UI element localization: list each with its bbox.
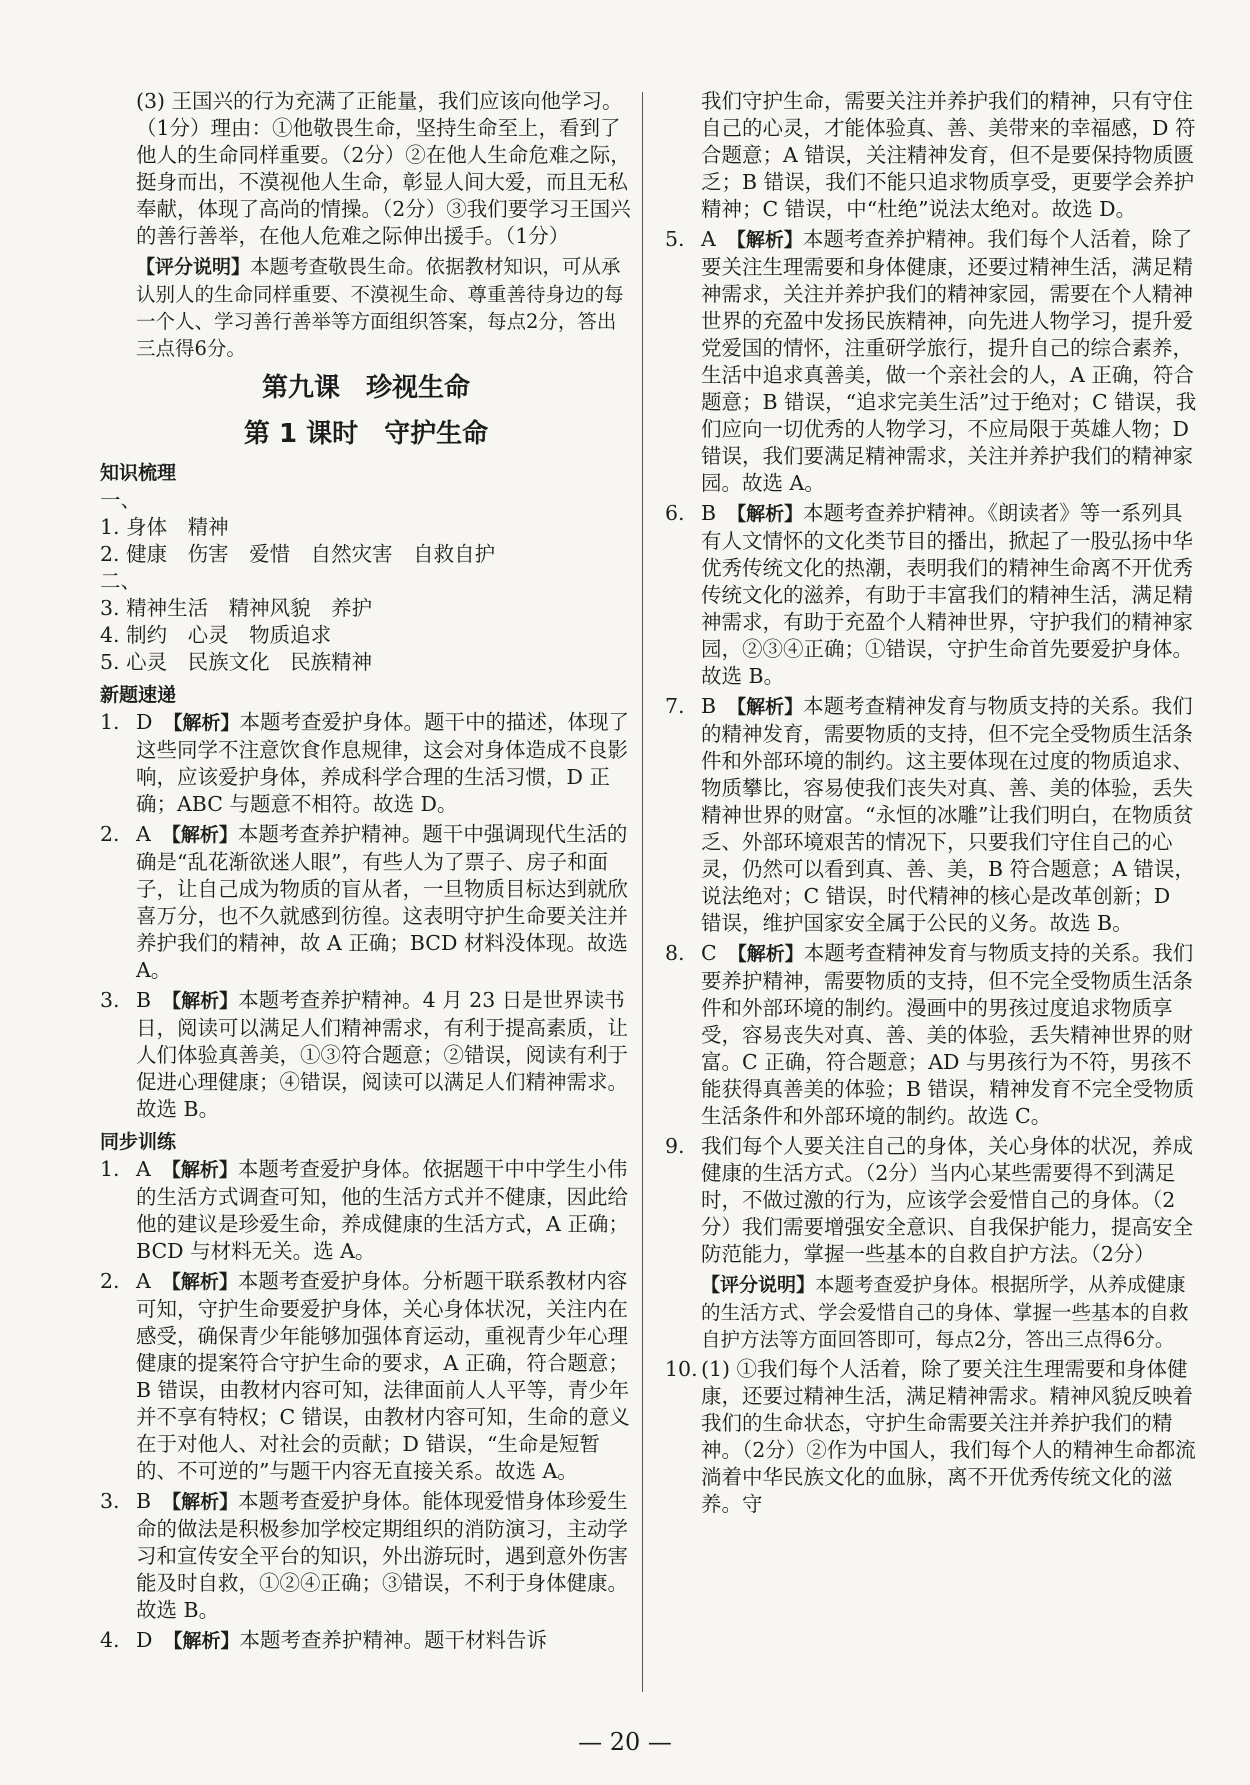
item-answer: B [701,501,717,525]
section-heading: 同步训练 [100,1131,177,1153]
right-column [665,88,1197,1521]
continued-text: 我们守护生命，需要关注并养护我们的精神，只有守住自己的心灵，才能体验真、善、美带来的幸福感，D 符合题意；A 错误，关注精神发育，但不是要保持物质匮乏；B 错误，我们不能只追求物质享受，更要学会养护精神；C 错误，中“杜绝”说法太绝对。故选 D。 [701,89,1196,221]
item-number: 7. [665,694,685,718]
item-number: 2. [100,1269,120,1293]
scoring-note [665,1271,1197,1353]
item-text: 本题考查爱护身体。依据题干中中学生小伟的生活方式调查可知，他的生活方式并不健康，因此给他的建议是珍爱生命，养成健康的生活方式，A 正确；BCD 与材料无关。选 A。 [136,1157,629,1263]
item-answer: D [136,1628,153,1652]
answer-item [665,693,1197,937]
answer-item [665,226,1197,497]
item-number: 6. [665,501,685,525]
item-number: 10. [665,1357,698,1381]
note-label: 【评分说明】 [136,256,251,278]
item-number: 5. [665,227,685,251]
answer-item [665,940,1197,1130]
item-answer: A [136,1157,151,1181]
knowledge-line: 3. 精神生活 精神风貌 养护 [100,596,373,620]
item-text: 本题考查养护精神。题干材料告诉 [239,1628,547,1652]
item-number: 9. [665,1134,685,1158]
item-text: 本题考查爱护身体。题干中的描述，体现了这些同学不注意饮食作息规律，这会对身体造成不良影响，应该爱护身体，养成科学合理的生活习惯，D 正确；ABC 与题意不相符。故选 D。 [136,710,629,816]
answer-item [665,1133,1197,1268]
answer-item [100,821,632,984]
section-heading: 知识梳理 [100,462,177,484]
item-answer: A [701,227,716,251]
item-text: 我们每个人要关注自己的身体，关心身体的状况，养成健康的生活方式。（2分）当内心某些需要得不到满足时，不做过激的行为，应该学会爱惜自己的身体。（2分）我们需要增强安全意识、自我保护能力，提高安全防范能力，掌握一些基本的自救自护方法。（2分） [701,1134,1193,1266]
item-number: 3. [100,988,120,1012]
item-number: 8. [665,941,685,965]
analysis-tag: 【解析】 [736,503,804,525]
analysis-tag: 【解析】 [736,696,804,718]
column-divider [642,92,643,1692]
left-column [100,88,632,1658]
scoring-note [100,253,632,362]
answer-item [665,1356,1197,1518]
item-number: 3. [100,1489,120,1513]
item-number: 1. [100,710,120,734]
knowledge-line: 5. 心灵 民族文化 民族精神 [100,650,373,674]
item-answer: B [136,988,152,1012]
note-label: 【评分说明】 [701,1274,816,1296]
knowledge-line: 一、 [100,488,141,512]
section-heading: 新题速递 [100,684,177,706]
analysis-tag: 【解析】 [737,943,804,965]
page-number: — 20 — [578,1728,672,1756]
answer-item [665,500,1197,690]
item-text: 本题考查精神发育与物质支持的关系。我们要养护精神，需要物质的支持，但不完全受物质生活条件和外部环境的制约。漫画中的男孩过度追求物质享受，容易丧失对真、善、美的体验，丢失精神世界的财富。C 正确，符合题意；AD 与男孩行为不符，男孩不能获得真善美的体验；B 错误，精神发育不完全受物质生活条件和外部环境的制约。故选 C。 [701,941,1195,1128]
item-text: 本题考查养护精神。题干中强调现代生活的确是“乱花渐欲迷人眼”，有些人为了票子、房子和面子，让自己成为物质的盲从者，一旦物质目标达到就欣喜万分，也不久就感到彷徨。这表明守护生命要关注并养护我们的精神，故 A 正确；BCD 材料没体现。故选 A。 [136,822,628,982]
answer-item [100,987,632,1123]
answer-item [100,1268,632,1485]
analysis-tag: 【解析】 [172,712,240,734]
analysis-tag: 【解析】 [171,990,239,1012]
knowledge-line: 1. 身体 精神 [100,515,229,539]
item-answer: B [701,694,717,718]
answer-item [100,709,632,818]
item-answer: C [701,941,717,965]
item-text: (1) ①我们每个人活着，除了要关注生理需要和身体健康，还要过精神生活，满足精神需求。精神风貌反映着我们的生命状态，守护生命需要关注并养护我们的精神。（2分）②作为中国人，我们每个人的精神生命都流淌着中华民族文化的血脉，离不开优秀传统文化的滋养。守 [701,1357,1196,1516]
analysis-tag: 【解析】 [171,1491,239,1513]
item-text: 本题考查养护精神。我们每个人活着，除了要关注生理需要和身体健康，还要过精神生活，满足精神需求，关注并养护我们的精神家园，需要在个人精神世界的充盈中发扬民族精神，向先进人物学习，提升爱党爱国的情怀，注重研学旅行，提升自己的综合素养，生活中追求真善美，做一个亲社会的人，A 正确，符合题意；B 错误，“追求完美生活”过于绝对；C 错误，我们应向一切优秀的人物学习，不应局限于英雄人物；D 错误，我们要满足精神需求，关注并养护我们的精神家园。故选 A。 [701,227,1197,495]
note-text: 本题考查爱护身体。根据所学，从养成健康的生活方式、学会爱惜自己的身体、掌握一些基本的自救自护方法等方面回答即可，每点2分，答出三点得6分。 [701,1273,1189,1351]
item-answer: B [136,1489,152,1513]
item-text: 本题考查精神发育与物质支持的关系。我们的精神发育，需要物质的支持，但不完全受物质生活条件和外部环境的制约。这主要体现在过度的物质追求、物质攀比，容易使我们丧失对真、善、美的体验，丢失精神世界的财富。“永恒的冰雕”让我们明白，在物质贫乏、外部环境艰苦的情况下，只要我们守住自己的心灵，仍然可以看到真、善、美，B 符合题意；A 错误，说法绝对；C 错误，时代精神的核心是改革创新；D 错误，维护国家安全属于公民的义务。故选 B。 [701,694,1195,935]
period-title: 第 1 课时 守护生命 [243,419,489,449]
answer-item [100,1627,632,1655]
analysis-tag: 【解析】 [171,1271,238,1293]
item-text: 本题考查养护精神。4 月 23 日是世界读书日，阅读可以满足人们精神需求，有利于提高素质，让人们体验真善美，①③符合题意；②错误，阅读有利于促进心理健康；④错误，阅读可以满足人们精神需求。故选 B。 [136,988,628,1121]
analysis-tag: 【解析】 [172,1630,240,1652]
item-text: 本题考查养护精神。《朗读者》等一系列具有人文情怀的文化类节目的播出，掀起了一股弘扬中华优秀传统文化的热潮，表明我们的精神生命离不开优秀传统文化的滋养，有助于丰富我们的精神生活，满足精神需求，有助于充盈个人精神世界，守护我们的精神家园，②③④正确；①错误，守护生命首先要爱护身体。故选 B。 [701,501,1193,688]
knowledge-line: 2. 健康 伤害 爱惜 自然灾害 自救自护 [100,542,496,566]
item-number: 4. [100,1628,120,1652]
answer-item [100,1488,632,1624]
item-answer: A [136,1269,151,1293]
answer-paragraph: (3) 王国兴的行为充满了正能量，我们应该向他学习。（1分）理由：①他敬畏生命，坚持生命至上，看到了他人的生命同样重要。（2分）②在他人生命危难之际，挺身而出，不漠视他人生命，彰显人间大爱，而且无私奉献，体现了高尚的情操。（2分）③我们要学习王国兴的善行善举，在他人危难之际伸出援手。（1分） [136,89,631,248]
lesson-title: 第九课 珍视生命 [261,373,470,403]
item-number: 2. [100,822,120,846]
analysis-tag: 【解析】 [171,824,238,846]
answer-item [100,1156,632,1265]
analysis-tag: 【解析】 [171,1159,238,1181]
analysis-tag: 【解析】 [736,229,803,251]
item-number: 1. [100,1157,120,1181]
item-text: 本题考查爱护身体。分析题干联系教材内容可知，守护生命要爱护身体，关心身体状况，关注内在感受，确保青少年能够加强体育运动，重视青少年心理健康的提案符合守护生命的要求，A 正确，符合题意；B 错误，由教材内容可知，法律面前人人平等，青少年并不享有特权；C 错误，由教材内容可知，生命的意义在于对他人、对社会的贡献；D 错误，“生命是短暂的、不可逆的”与题干内容无直接关系。故选 A。 [136,1269,630,1483]
knowledge-line: 二、 [100,569,141,593]
item-text: 本题考查爱护身体。能体现爱惜身体珍爱生命的做法是积极参加学校定期组织的消防演习，主动学习和宣传安全平台的知识，外出游玩时，遇到意外伤害能及时自救，①②④正确；③错误，不利于身体健康。故选 B。 [136,1489,628,1622]
item-answer: A [136,822,151,846]
note-text: 本题考查敬畏生命。依据教材知识，可从承认别人的生命同样重要、不漠视生命、尊重善待身边的每一个人、学习善行善举等方面组织答案，每点2分，答出三点得6分。 [136,255,624,360]
item-answer: D [136,710,153,734]
knowledge-line: 4. 制约 心灵 物质追求 [100,623,332,647]
